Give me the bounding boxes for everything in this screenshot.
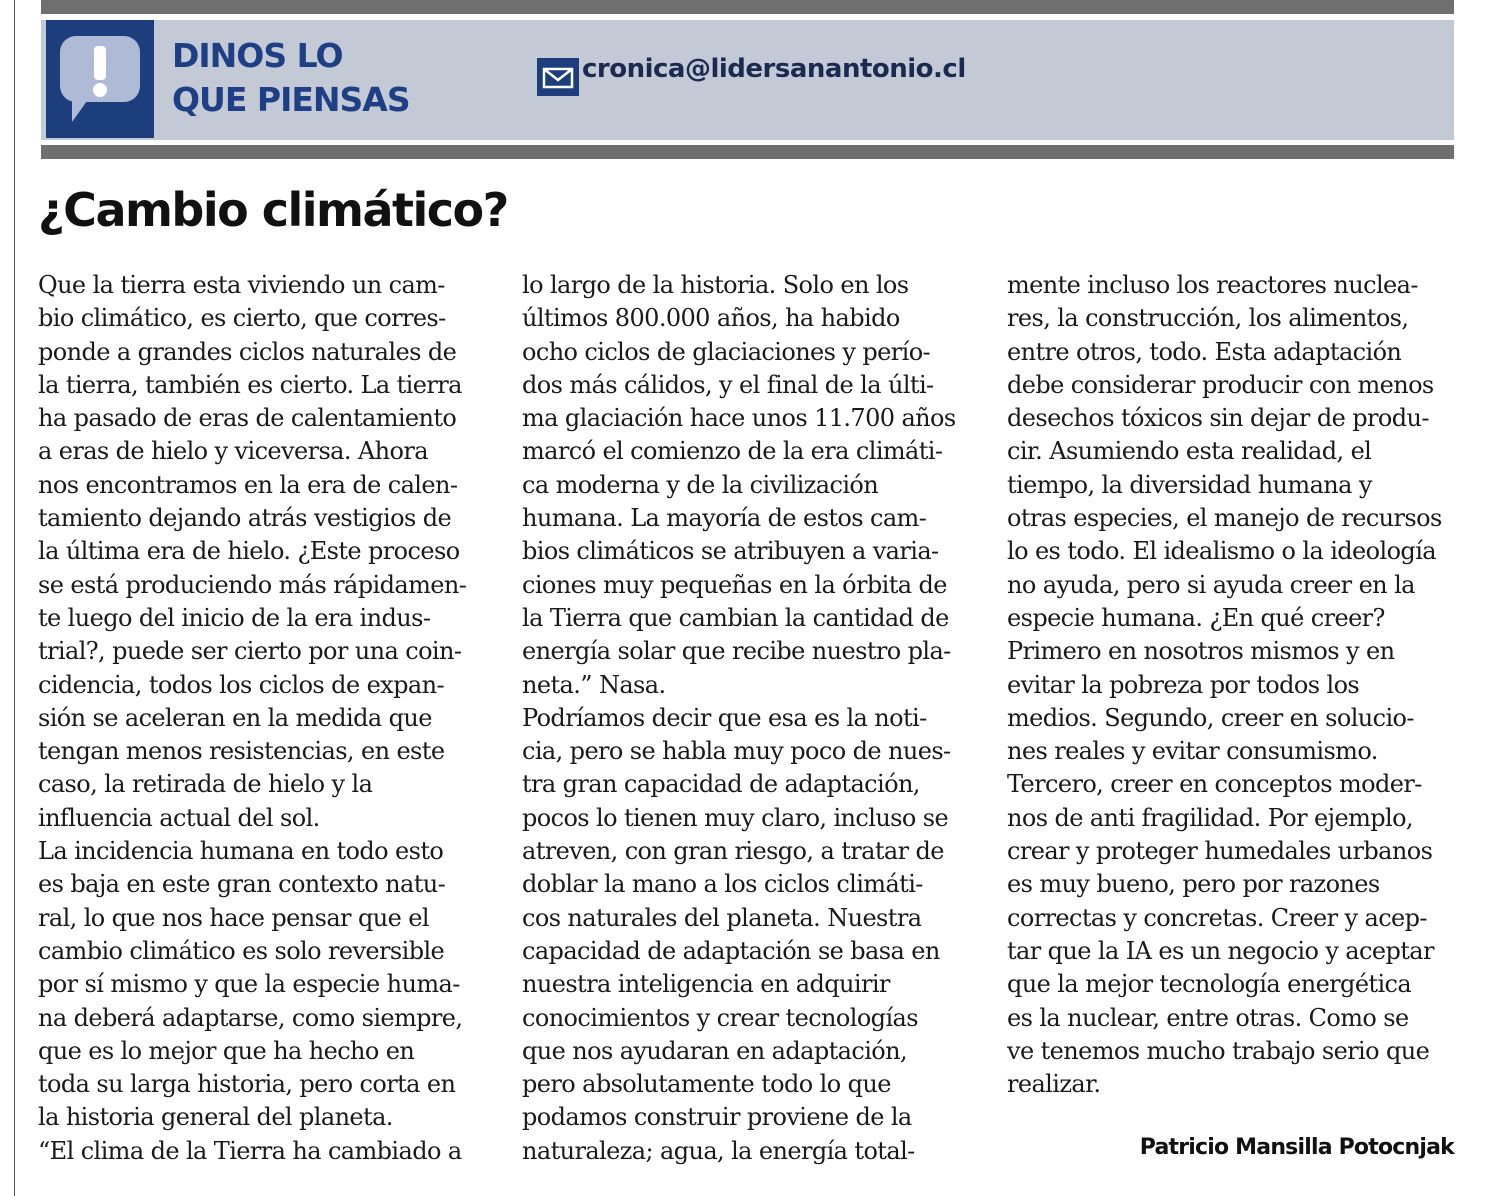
exclamation-speech-bubble-icon <box>46 20 154 138</box>
article-line: influencia actual del sol. <box>38 803 320 832</box>
article-line: realizar. <box>1007 1070 1101 1099</box>
article-line: la Tierra que cambian la cantidad de <box>522 603 949 632</box>
article-line: entre otros, todo. Esta adaptación <box>1007 337 1402 366</box>
article-line: nos de anti fragilidad. Por ejemplo, <box>1007 803 1413 832</box>
article-column-1 <box>38 269 488 1168</box>
article-line: tiempo, la diversidad humana y <box>1007 470 1372 499</box>
banner-title <box>172 34 432 122</box>
article-line: La incidencia humana en todo esto <box>38 837 444 866</box>
article-line: que nos ayudaran en adaptación, <box>522 1036 908 1065</box>
article-line: tamiento dejando atrás vestigios de <box>38 504 452 533</box>
article-line: que la mejor tecnología energética <box>1007 970 1412 999</box>
bottom-divider-bar <box>41 145 1454 159</box>
article-line: Tercero, creer en conceptos moder- <box>1007 770 1422 799</box>
article-line: pero absolutamente todo lo que <box>522 1070 891 1099</box>
article-line: a eras de hielo y viceversa. Ahora <box>38 437 428 466</box>
article-line: Podríamos decir que esa es la noti- <box>522 703 927 732</box>
article-line: ocho ciclos de glaciaciones y perío- <box>522 337 931 366</box>
article-line: ciones muy pequeñas en la órbita de <box>522 570 947 599</box>
article-line: doblar la mano a los ciclos climáti- <box>522 870 923 899</box>
article-line: lo largo de la historia. Solo en los <box>522 271 909 299</box>
article-line: dos más cálidos, y el final de la últi- <box>522 370 934 399</box>
article-line: es baja en este gran contexto natu- <box>38 870 446 899</box>
article-line: trial?, puede ser cierto por una coin- <box>38 637 462 666</box>
article-headline: ¿Cambio climático? <box>38 183 508 237</box>
article-line: toda su larga historia, pero corta en <box>38 1070 456 1099</box>
article-column-2 <box>522 269 972 1168</box>
article-line: crear y proteger humedales urbanos <box>1007 837 1433 866</box>
article-line: es muy bueno, pero por razones <box>1007 870 1380 899</box>
article-line: atreven, con gran riesgo, a tratar de <box>522 837 944 866</box>
article-line: otras especies, el manejo de recursos <box>1007 504 1442 533</box>
article-line: últimos 800.000 años, ha habido <box>522 304 900 333</box>
article-line: marcó el comienzo de la era climáti- <box>522 437 943 466</box>
article-line: debe considerar producir con menos <box>1007 370 1434 399</box>
article-line: pocos lo tienen muy claro, incluso se <box>522 803 949 832</box>
banner-title-line1: DINOS LO <box>172 36 343 75</box>
article-line: nuestra inteligencia en adquirir <box>522 970 890 999</box>
article-line: cia, pero se habla muy poco de nues- <box>522 737 951 766</box>
article-line: lo es todo. El idealismo o la ideología <box>1007 537 1436 566</box>
article-line: energía solar que recibe nuestro pla- <box>522 637 951 666</box>
article-line: nos encontramos en la era de calen- <box>38 470 458 499</box>
article-line: no ayuda, pero si ayuda creer en la <box>1007 570 1415 599</box>
article-author: Patricio Mansilla Potocnjak <box>1139 1135 1454 1160</box>
article-line: “El clima de la Tierra ha cambiado a <box>38 1136 462 1165</box>
article-line: podamos construir proviene de la <box>522 1103 912 1132</box>
article-line: bio climático, es cierto, que corres- <box>38 304 446 333</box>
article-line: caso, la retirada de hielo y la <box>38 770 373 799</box>
article-line: cidencia, todos los ciclos de expan- <box>38 670 444 699</box>
article-line: la tierra, también es cierto. La tierra <box>38 370 462 399</box>
article-line: especie humana. ¿En qué creer? <box>1007 603 1385 632</box>
article-line: sión se aceleran en la medida que <box>38 703 432 732</box>
article-line: ca moderna y de la civilización <box>522 470 879 499</box>
article-line: na deberá adaptarse, como siempre, <box>38 1003 463 1032</box>
article-line: mente incluso los reactores nuclea- <box>1007 271 1418 299</box>
article-line: Que la tierra esta viviendo un cam- <box>38 271 445 299</box>
envelope-icon <box>537 58 579 96</box>
article-line: te luego del inicio de la era indus- <box>38 603 431 632</box>
article-line: tar que la IA es un negocio y aceptar <box>1007 936 1434 965</box>
article-line: desechos tóxicos sin dejar de produ- <box>1007 404 1429 433</box>
article-line: Primero en nosotros mismos y en <box>1007 637 1395 666</box>
article-line: ma glaciación hace unos 11.700 años <box>522 404 956 433</box>
article-line: cambio climático es solo reversible <box>38 936 445 965</box>
article-line: la última era de hielo. ¿Este proceso <box>38 537 460 566</box>
article-line: ha pasado de eras de calentamiento <box>38 404 457 433</box>
article-line: correctas y concretas. Creer y acep- <box>1007 903 1427 932</box>
article-line: medios. Segundo, creer en solucio- <box>1007 703 1414 732</box>
banner-title-line2: QUE PIENSAS <box>172 80 410 119</box>
article-line: tra gran capacidad de adaptación, <box>522 770 920 799</box>
article-line: tengan menos resistencias, en este <box>38 737 445 766</box>
article-line: es la nuclear, entre otras. Como se <box>1007 1003 1409 1032</box>
article-line: cos naturales del planeta. Nuestra <box>522 903 922 932</box>
article-line: por sí mismo y que la especie huma- <box>38 970 460 999</box>
article-line: conocimientos y crear tecnologías <box>522 1003 918 1032</box>
article-line: res, la construcción, los alimentos, <box>1007 304 1409 333</box>
email-address[interactable]: cronica@lidersanantonio.cl <box>582 54 966 84</box>
article-line: capacidad de adaptación se basa en <box>522 936 940 965</box>
page-left-rule <box>14 0 15 1196</box>
article-line: se está produciendo más rápidamen- <box>38 570 467 599</box>
feedback-banner <box>41 20 1454 140</box>
top-divider-bar <box>41 0 1454 14</box>
article-line: que es lo mejor que ha hecho en <box>38 1036 415 1065</box>
article-line: cir. Asumiendo esta realidad, el <box>1007 437 1372 466</box>
article-line: ponde a grandes ciclos naturales de <box>38 337 457 366</box>
article-line: neta.” Nasa. <box>522 670 666 699</box>
article-column-3 <box>1007 269 1457 1101</box>
article-line: la historia general del planeta. <box>38 1103 393 1132</box>
article-line: nes reales y evitar consumismo. <box>1007 737 1378 766</box>
article-line: evitar la pobreza por todos los <box>1007 670 1360 699</box>
article-line: naturaleza; agua, la energía total- <box>522 1136 915 1165</box>
article-line: ve tenemos mucho trabajo serio que <box>1007 1036 1430 1065</box>
article-line: ral, lo que nos hace pensar que el <box>38 903 429 932</box>
article-line: bios climáticos se atribuyen a varia- <box>522 537 939 566</box>
article-line: humana. La mayoría de estos cam- <box>522 504 927 533</box>
